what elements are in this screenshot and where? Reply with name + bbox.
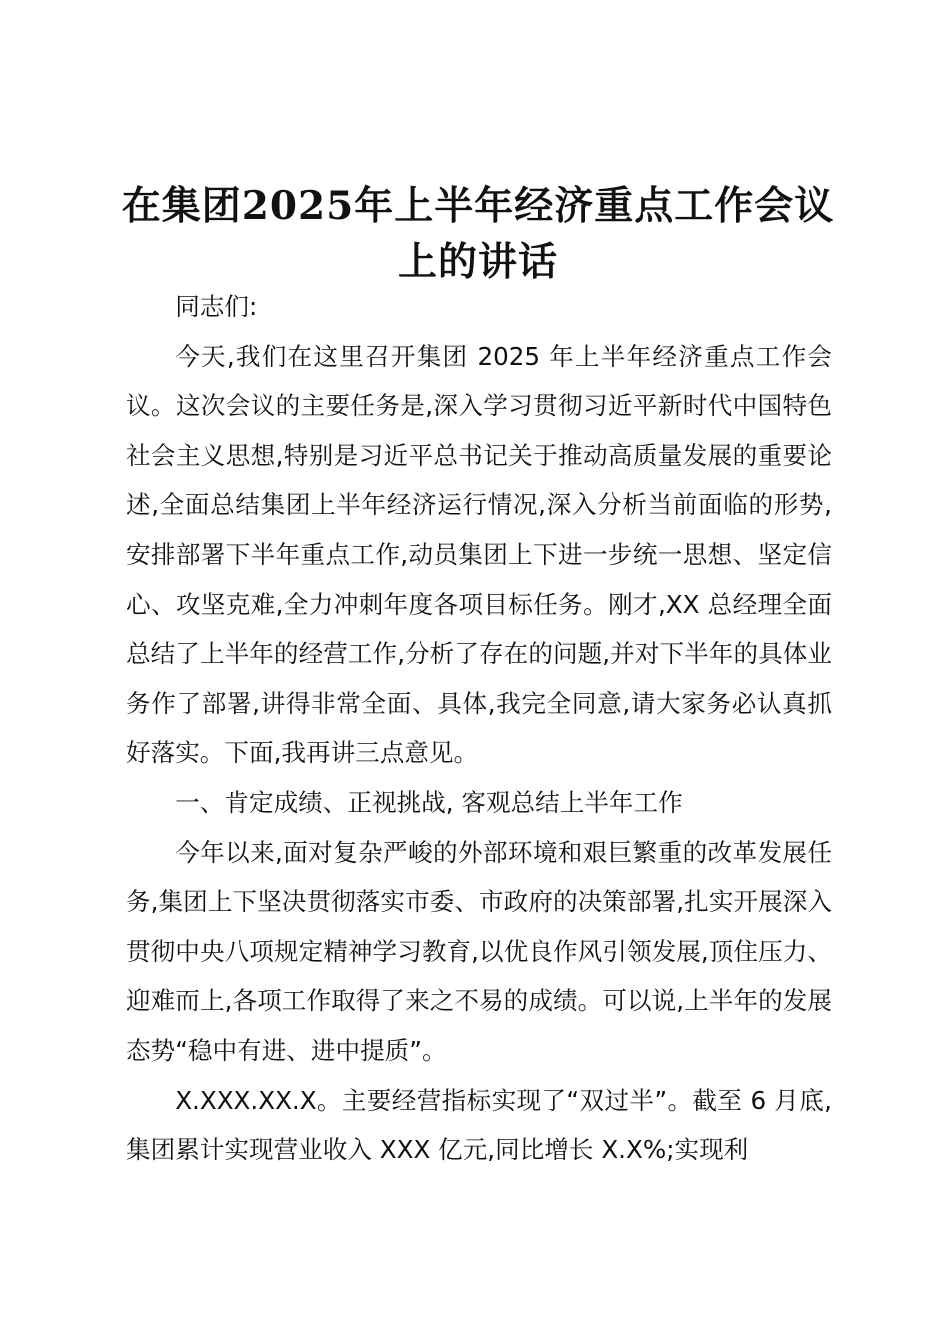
body-paragraph: 今年以来,面对复杂严峻的外部环境和艰巨繁重的改革发展任务,集团上下坚决贯彻落实市委、市政府的决策部署,扎实开展深入贯彻中央八项规定精神学习教育,以优良作风引领发展,顶住压力、迎难而上,各项工作取得了来之不易的成绩。可以说,上半年的发展态势“稳中有进、进中提质”。 — [126, 837, 832, 1065]
section-heading: 一、肯定成绩、正视挑战, 客观总结上半年工作 — [175, 787, 683, 817]
opening-paragraph: 今天,我们在这里召开集团 2025 年上半年经济重点工作会议。这次会议的主要任务是,深入学习贯彻习近平新时代中国特色社会主义思想,特别是习近平总书记关于推动高质量发展的重要论述,全面总结集团上半年经济运行情况,深入分析当前面临的形势,安排部署下半年重点工作,动员集团上下进一步统一思想、坚定信心、攻坚克难,全力冲刺年度各项目标任务。刚才,XX 总经理全面总结了上半年的经营工作,分析了存在的问题,并对下半年的具体业务作了部署,讲得非常全面、具体,我完全同意,请大家务必认真抓好落实。下面,我再讲三点意见。 — [126, 341, 832, 768]
body-paragraph: X.XXX.XX.X。主要经营指标实现了“双过半”。截至 6 月底,集团累计实现营业收入 XXX 亿元,同比增长 X.X%;实现利 — [126, 1085, 832, 1165]
document-title: 在集团2025年上半年经济重点工作会议上的讲话 — [121, 183, 835, 285]
salutation: 同志们: — [175, 292, 258, 321]
document-body — [126, 282, 832, 1175]
